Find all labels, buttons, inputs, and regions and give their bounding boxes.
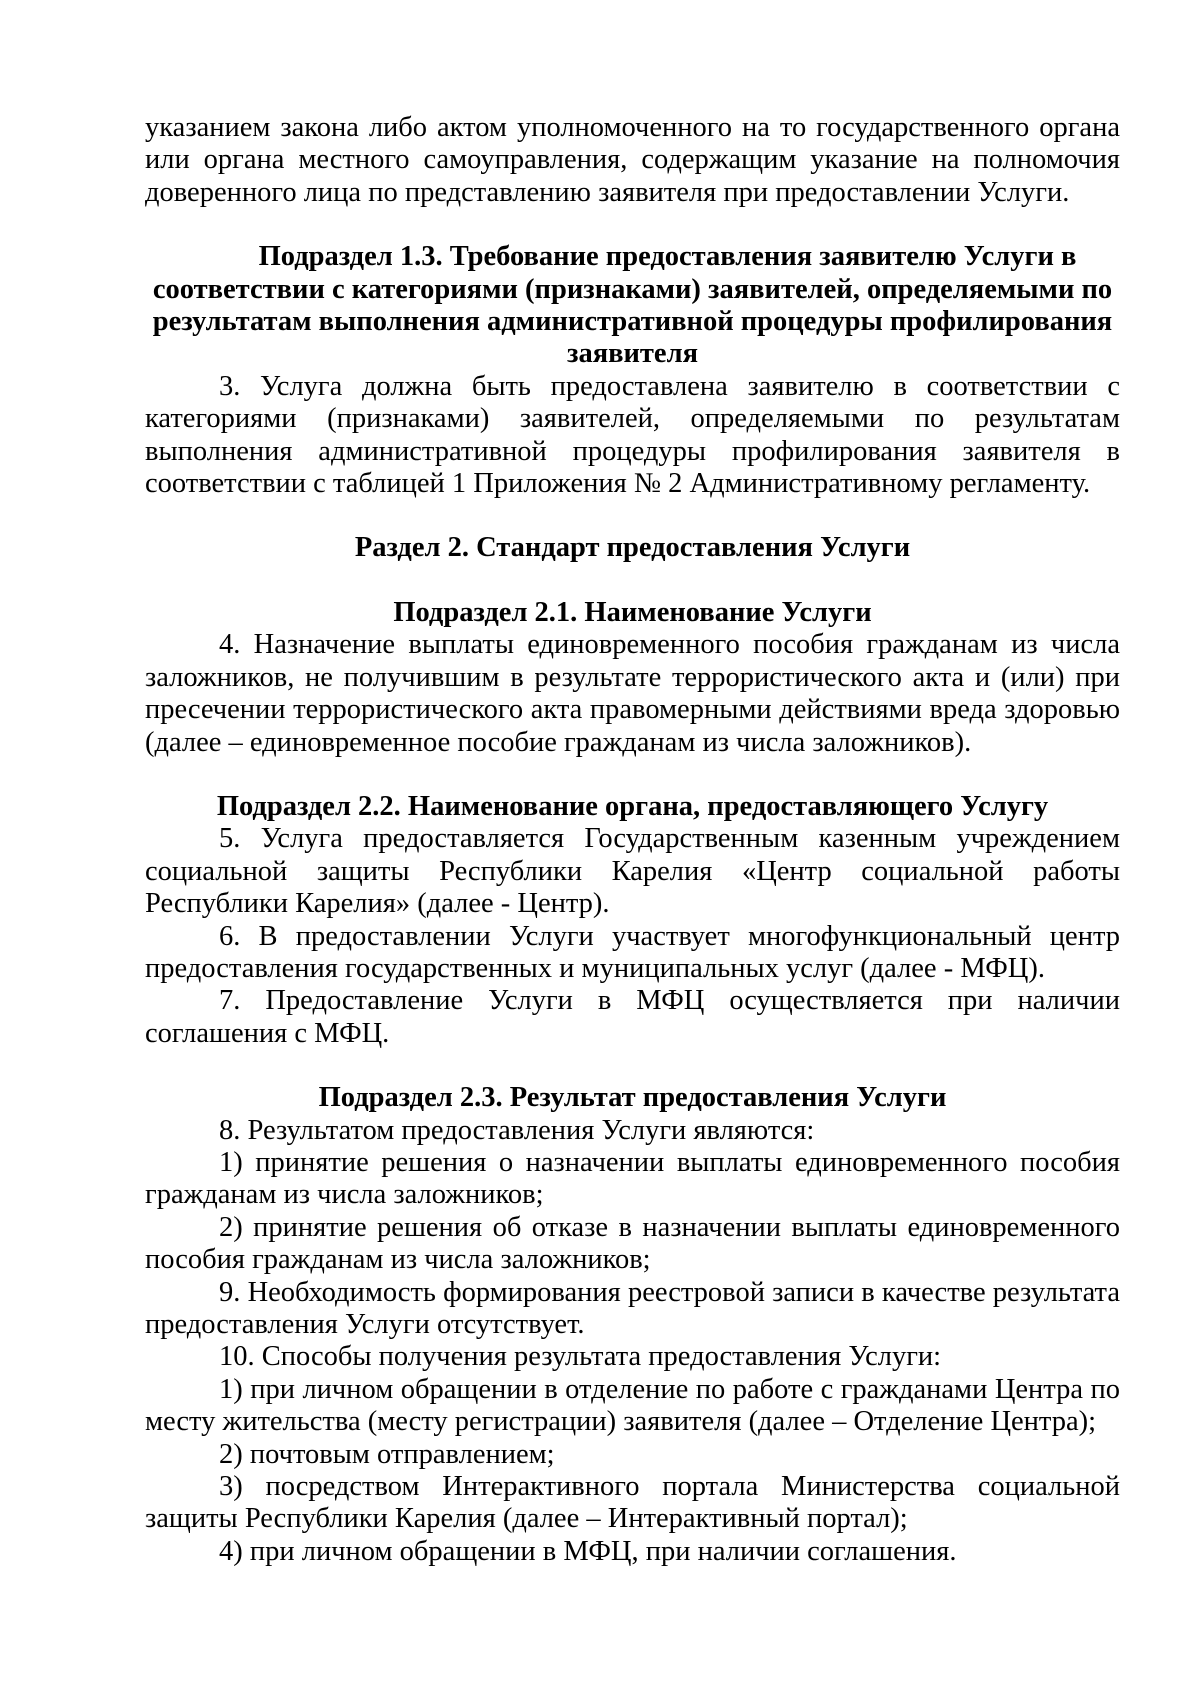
spacer [145,759,1120,791]
spacer [145,565,1120,597]
paragraph-8-item-1: 1) принятие решения о назначении выплаты единовременного пособия гражданам из числа заложников; [145,1146,1120,1211]
paragraph-10-item-1: 1) при личном обращении в отделение по работе с гражданами Центра по месту жительства (месту регистрации) заявителя (далее – Отделение Центра); [145,1373,1120,1438]
heading-subsection-2-2: Подраздел 2.2. Наименование органа, предоставляющего Услугу [216,790,1049,822]
spacer [145,1050,1120,1082]
paragraph-7: 7. Предоставление Услуги в МФЦ осуществляется при наличии соглашения с МФЦ. [145,985,1120,1049]
paragraph-8: 8. Результатом предоставления Услуги являются: [219,1114,815,1146]
paragraph-10: 10. Способы получения результата предоставления Услуги: [219,1341,942,1373]
spacer [145,500,1120,532]
paragraph-intro: указанием закона либо актом уполномоченного на то государственного органа или органа местного самоуправления, содержащим указание на полномочия доверенного лица по представлению заявителя при предоставлении Услуги. [145,112,1120,208]
heading-section-2: Раздел 2. Стандарт предоставления Услуги [354,532,911,564]
paragraph-6: 6. В предоставлении Услуги участвует многофункциональный центр предоставления государственных и муниципальных услуг (далее - МФЦ). [145,920,1120,984]
heading-subsection-2-1: Подраздел 2.1. Наименование Услуги [393,596,872,628]
spacer [145,209,1120,241]
paragraph-9: 9. Необходимость формирования реестровой записи в качестве результата предоставления Услуги отсутствует. [145,1276,1120,1340]
heading-subsection-2-3: Подраздел 2.3. Результат предоставления Услуги [318,1082,947,1114]
paragraph-10-item-2: 2) почтовым отправлением; [219,1438,555,1470]
paragraph-4: 4. Назначение выплаты единовременного пособия гражданам из числа заложников, не получившим в результате террористического акта и (или) при пресечении террористического акта правомерными действиями вреда здоровью (далее – единовременное пособие гражданам из числа заложников). [145,629,1120,758]
paragraph-3: 3. Услуга должна быть предоставлена заявителю в соответствии с категориями (признаками) заявителей, определяемыми по результатам выполнения административной процедуры профилирования заявителя в соответствии с таблицей 1 Приложения № 2 Административному регламенту. [145,370,1120,500]
heading-subsection-1-3: Подраздел 1.3. Требование предоставления заявителю Услуги в соответствии с категориями (признаками) заявителей, определяемыми по результатам выполнения административной процедуры профилирования заявителя [152,241,1113,370]
paragraph-10-item-3: 3) посредством Интерактивного портала Министерства социальной защиты Республики Карелия (далее – Интерактивный портал); [145,1471,1120,1535]
paragraph-5: 5. Услуга предоставляется Государственным казенным учреждением социальной защиты Республики Карелия «Центр социальной работы Республики Карелия» (далее - Центр). [145,823,1120,920]
paragraph-10-item-4: 4) при личном обращении в МФЦ, при наличии соглашения. [219,1535,957,1567]
paragraph-8-item-2: 2) принятие решения об отказе в назначении выплаты единовременного пособия гражданам из числа заложников; [145,1211,1120,1276]
document-page [145,112,1120,1568]
